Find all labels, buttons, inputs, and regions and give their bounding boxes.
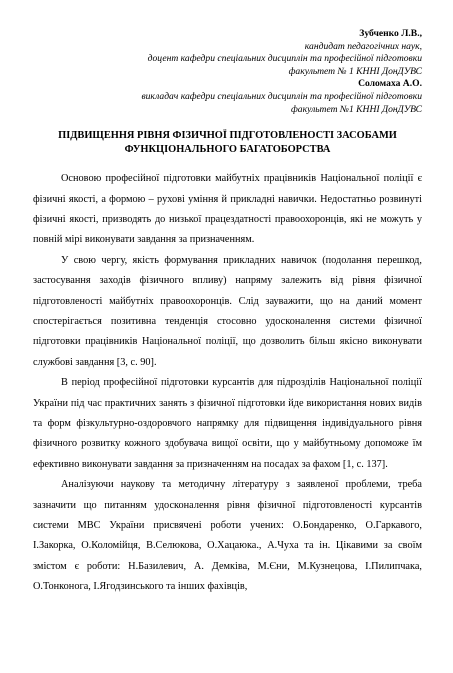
body-paragraph: Основою професійної підготовки майбутніх працівників Національної поліції є фізичні якості, а формою – рухові уміння й прикладні навички. Недостатньо розвинуті фізичні якості, призводять до низької працездатності правоохоронців, які не можуть у повній мірі виконувати завдання за призначенням. bbox=[33, 173, 422, 246]
body-paragraph: У свою чергу, якість формування прикладних навичок (подолання перешкод, застосування заходів фізичного впливу) напряму залежить від рівня фізичної підготовленості майбутніх правоохоронців. Слід зауважити, що на даний момент спостерігається позитивна тенденція стосовно удосконалення системи фізичної підготовки працівників Національної поліції, що дозволить більш якісно виконувати службові завдання [3, с. 90]. bbox=[33, 254, 422, 368]
author-affiliation-line: факультет № 1 КННІ ДонДУВС bbox=[288, 65, 422, 77]
author-name: Зубченко Л.В., bbox=[359, 28, 422, 39]
author-affiliation-line: викладач кафедри спеціальних дисциплін та професійної підготовки bbox=[141, 90, 422, 102]
body-paragraph: Аналізуючи наукову та методичну літературу з заявленої проблеми, треба зазначити що питанням удосконалення рівня фізичної підготовленості курсантів системи МВС України присвячені роботи учених: О.Бондаренко, О.Гаркавого, І.Закорка, О.Коломійця, В.Селюкова, О.Хацаюка., А.Чуха та ін. Цікавими за своїм змістом є роботи: Н.Базилевич, А. Демківа, М.Єни, М.Кузнецова, І.Пилипчака, О.Тонконога, І.Ягодзинського та інших фахівців, bbox=[33, 479, 422, 593]
article-body bbox=[33, 169, 422, 598]
author-name: Соломаха А.О. bbox=[358, 78, 422, 90]
title-line: ФУНКЦІОНАЛЬНОГО БАГАТОБОРСТВА bbox=[124, 143, 331, 155]
title-line: ПІДВИЩЕННЯ РІВНЯ ФІЗИЧНОЇ ПІДГОТОВЛЕНОСТІ ЗАСОБАМИ bbox=[58, 130, 397, 142]
body-paragraph: В період професійної підготовки курсантів для підрозділів Національної поліції України під час практичних занять з фізичної підготовки йде використання нових видів та форм фізкультурно-оздоровчого напрямку для підвищення індивідуального рівня фізичного розвитку кожного здобувача вищої освіти, що у майбутньому допоможе їм ефективно виконувати завдання за призначенням на посадах за фахом [1, с. 137]. bbox=[33, 377, 422, 470]
author-affiliation-line: кандидат педагогічних наук, bbox=[304, 40, 422, 52]
author-block bbox=[33, 0, 422, 116]
author-affiliation-line: доцент кафедри спеціальних дисциплін та професійної підготовки bbox=[147, 53, 422, 65]
article-title bbox=[33, 129, 422, 156]
author-affiliation-line: факультет №1 КННІ ДонДУВС bbox=[291, 103, 422, 115]
